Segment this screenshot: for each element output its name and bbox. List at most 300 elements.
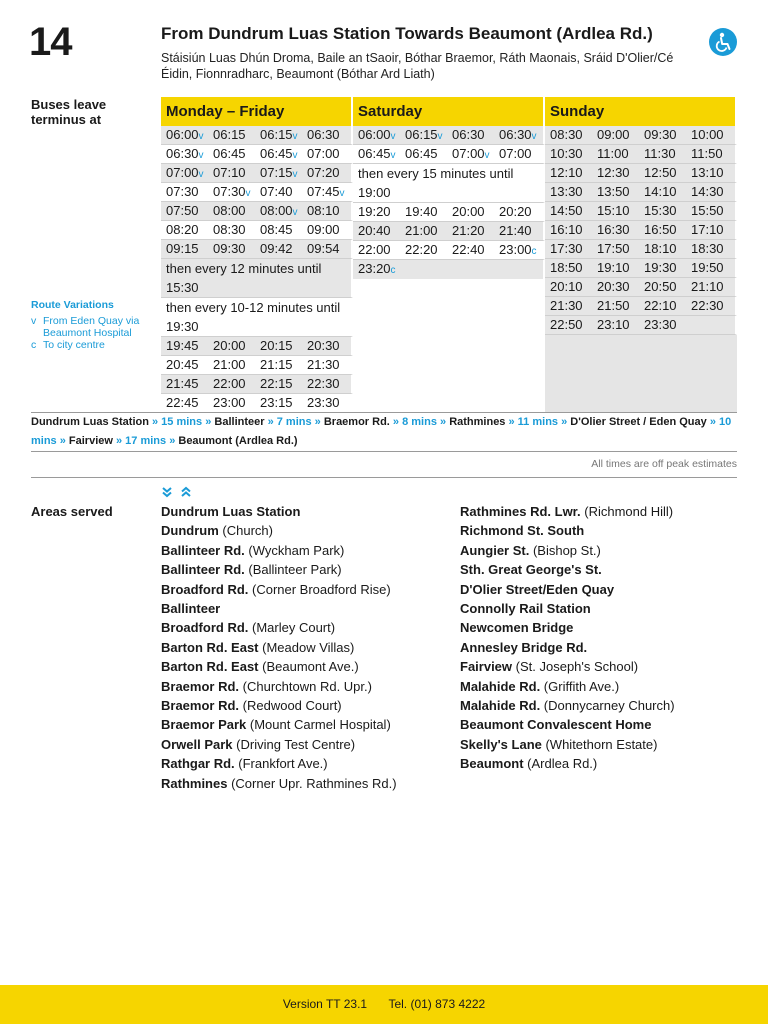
time-value: 22:30 (691, 298, 724, 313)
journey-duration: » 7 mins » (264, 416, 324, 428)
area-item (460, 696, 750, 715)
departure-time (208, 202, 255, 220)
departure-time (255, 375, 302, 393)
departure-time (639, 240, 686, 258)
time-value: 20:40 (358, 223, 391, 238)
departure-time (494, 145, 541, 163)
time-value: 06:00 (358, 127, 391, 142)
time-value: 22:10 (644, 298, 677, 313)
journey-duration: » 11 mins » (505, 416, 571, 428)
departure-time (400, 145, 447, 163)
departure-time (255, 221, 302, 239)
table-row (161, 126, 353, 145)
time-value: 20:00 (452, 204, 485, 219)
route-variation-marker: v (390, 131, 396, 142)
area-item (460, 657, 750, 676)
table-row (161, 145, 353, 164)
departure-time (161, 356, 208, 374)
time-value: 23:00 (499, 242, 532, 257)
journey-stop: Dundrum Luas Station (31, 416, 149, 428)
time-value: 13:30 (550, 184, 583, 199)
area-name: Fairview (460, 659, 513, 675)
departure-time (161, 240, 208, 258)
area-detail: (Churchtown Rd. Upr.) (239, 678, 372, 694)
area-detail: (Beaumont Ave.) (258, 659, 359, 675)
time-value: 23:30 (307, 395, 340, 410)
route-variation-marker: v (437, 131, 443, 142)
table-row (161, 164, 353, 183)
departure-time (545, 183, 592, 201)
time-value: 10:30 (550, 146, 583, 161)
table-row (161, 240, 353, 259)
departure-time (255, 164, 302, 182)
departure-time (353, 203, 400, 221)
area-detail: (Mount Carmel Hospital) (246, 717, 391, 733)
route-variation-marker: v (198, 131, 204, 142)
departure-time (302, 375, 349, 393)
area-item (460, 754, 750, 773)
time-value: 22:00 (213, 376, 246, 391)
area-name: Ballinteer Rd. (161, 542, 245, 558)
route-variation-marker: v (484, 150, 490, 161)
timetable-monday-friday (161, 97, 353, 413)
table-row (161, 356, 353, 375)
area-item (460, 599, 750, 618)
route-variation-marker: v (292, 169, 298, 180)
table-row (545, 316, 737, 335)
timetable-saturday (353, 97, 545, 279)
time-value: 21:00 (213, 357, 246, 372)
time-value: 22:15 (260, 376, 293, 391)
time-value: 09:54 (307, 241, 340, 256)
time-value: 21:50 (597, 298, 630, 313)
departure-time (161, 337, 208, 355)
departure-time (686, 164, 733, 182)
area-item (161, 638, 451, 657)
time-value: 21:00 (405, 223, 438, 238)
departure-time (161, 202, 208, 220)
route-variation-text: From Eden Quay via Beaumont Hospital (43, 315, 140, 339)
time-value: 18:10 (644, 241, 677, 256)
time-value: 12:30 (597, 165, 630, 180)
time-value: 21:20 (452, 223, 485, 238)
table-row (545, 221, 737, 240)
areas-served-list-right (460, 502, 750, 774)
areas-served-list-left (161, 502, 451, 793)
departure-time (353, 222, 400, 240)
route-variation-marker: v (339, 188, 345, 199)
journey-duration: » 8 mins » (389, 416, 450, 428)
route-variation-marker: c (390, 265, 396, 276)
time-value: 07:50 (166, 203, 199, 218)
area-name: Dundrum (161, 523, 219, 539)
time-value: 18:30 (691, 241, 724, 256)
time-value: 12:10 (550, 165, 583, 180)
time-value: 20:20 (499, 204, 532, 219)
time-value: 17:50 (597, 241, 630, 256)
time-value: 12:50 (644, 165, 677, 180)
departure-time (639, 145, 686, 163)
time-value: 20:00 (213, 338, 246, 353)
time-value: 08:30 (213, 222, 246, 237)
time-value: 07:30 (166, 184, 199, 199)
time-value: 21:45 (166, 376, 199, 391)
journey-stop: Beaumont (Ardlea Rd.) (178, 435, 298, 447)
time-value: 09:00 (307, 222, 340, 237)
time-value: 16:10 (550, 222, 583, 237)
departure-time (639, 183, 686, 201)
table-row (161, 221, 353, 240)
time-value: 20:30 (597, 279, 630, 294)
departure-time (592, 221, 639, 239)
departure-time (686, 240, 733, 258)
departure-time (686, 278, 733, 296)
divider (31, 451, 737, 452)
departure-time (255, 337, 302, 355)
column-header-sunday: Sunday (545, 97, 737, 126)
estimate-note: All times are off peak estimates (591, 458, 737, 470)
departure-time (686, 145, 733, 163)
route-variation-item (31, 339, 159, 351)
time-value: 08:00 (260, 203, 293, 218)
table-row (161, 183, 353, 202)
time-value: 21:30 (307, 357, 340, 372)
departure-time (208, 337, 255, 355)
time-value: 20:45 (166, 357, 199, 372)
time-value: 15:50 (691, 203, 724, 218)
departure-time (447, 145, 494, 163)
area-item (161, 657, 451, 676)
route-variation-key: v (31, 315, 37, 327)
time-value: 16:50 (644, 222, 677, 237)
area-item (460, 502, 750, 521)
departure-time (545, 126, 592, 144)
departure-time (302, 240, 349, 258)
area-detail: (Bishop St.) (529, 542, 601, 558)
areas-served-label: Areas served (31, 504, 113, 519)
area-name: Sth. Great George's St. (460, 562, 602, 578)
timetable-sunday (545, 97, 737, 412)
time-value: 22:00 (358, 242, 391, 257)
table-row (545, 183, 737, 202)
departure-time (208, 240, 255, 258)
departure-time (353, 260, 400, 279)
departure-time (592, 126, 639, 144)
route-variation-marker: v (292, 131, 298, 142)
area-detail: (Ardlea Rd.) (523, 756, 598, 772)
departure-time (208, 394, 255, 412)
departure-time (686, 183, 733, 201)
area-name: Broadford Rd. (161, 581, 249, 597)
time-value: 06:30 (452, 127, 485, 142)
time-value: 06:30 (307, 127, 340, 142)
departure-time (639, 259, 686, 277)
departure-time (353, 126, 400, 144)
departure-time (161, 375, 208, 393)
frequency-note: then every 12 minutes until 15:30 (161, 259, 353, 298)
departure-time (161, 221, 208, 239)
area-item (460, 560, 750, 579)
time-value: 06:45 (260, 146, 293, 161)
version-label: Version TT 23.1 (282, 997, 368, 1011)
terminus-label: Buses leave terminus at (31, 97, 107, 127)
area-name: Braemor Rd. (161, 678, 240, 694)
time-value: 08:45 (260, 222, 293, 237)
departure-time (447, 241, 494, 259)
footer-bar (0, 985, 768, 1024)
journey-duration: » 17 mins » (112, 435, 179, 447)
time-value: 23:00 (213, 395, 246, 410)
area-name: D'Olier Street/Eden Quay (460, 581, 615, 597)
route-variation-marker: c (531, 246, 537, 257)
departure-time (545, 259, 592, 277)
table-row (545, 126, 737, 145)
departure-time (686, 221, 733, 239)
departure-time (208, 126, 255, 144)
time-value: 06:15 (213, 127, 246, 142)
area-detail: (Griffith Ave.) (540, 678, 620, 694)
departure-time (400, 241, 447, 259)
departure-time (545, 221, 592, 239)
time-value: 19:50 (691, 260, 724, 275)
area-name: Braemor Rd. (161, 698, 240, 714)
departure-time (255, 145, 302, 163)
route-variation-marker: v (531, 131, 537, 142)
departure-time (494, 203, 541, 221)
area-name: Skelly's Lane (460, 736, 542, 752)
area-name: Rathmines Rd. Lwr. (460, 504, 581, 519)
area-name: Malahide Rd. (460, 678, 541, 694)
departure-time (545, 164, 592, 182)
departure-time (545, 202, 592, 220)
departure-time (545, 145, 592, 163)
time-value: 11:50 (691, 146, 723, 161)
departure-time (255, 240, 302, 258)
departure-time (208, 221, 255, 239)
page-subtitle-irish: Stáisiún Luas Dhún Droma, Baile an tSaoir, Bóthar Braemor, Ráth Maonais, Sráid D'Olier/Cé Éidin, Fionnradharc, Beaumont (Bóthar Ard Liath) (161, 51, 674, 81)
departure-time (161, 183, 208, 201)
time-value: 23:10 (597, 317, 630, 332)
departure-time (494, 126, 541, 144)
departure-time (494, 222, 541, 240)
departure-time (302, 145, 349, 163)
area-item (161, 618, 451, 637)
time-value: 19:10 (597, 260, 630, 275)
time-value: 10:00 (691, 127, 724, 142)
route-variation-marker: v (292, 150, 298, 161)
area-name: Braemor Park (161, 717, 247, 733)
table-row (161, 337, 353, 356)
area-name: Ballinteer (161, 601, 221, 617)
route-variation-marker: v (198, 169, 204, 180)
area-item (161, 696, 451, 715)
departure-time (639, 202, 686, 220)
departure-time (447, 203, 494, 221)
departure-time (592, 297, 639, 315)
departure-time (302, 221, 349, 239)
time-value: 06:45 (405, 146, 438, 161)
time-value: 22:50 (550, 317, 583, 332)
departure-time (208, 164, 255, 182)
area-detail: (Church) (218, 523, 273, 539)
table-row (545, 202, 737, 221)
departure-time (302, 183, 349, 201)
time-value: 14:10 (644, 184, 677, 199)
departure-time (592, 164, 639, 182)
departure-time (592, 240, 639, 258)
departure-time (400, 222, 447, 240)
time-value: 19:40 (405, 204, 438, 219)
table-row (161, 375, 353, 394)
journey-stop: Braemor Rd. (323, 416, 390, 428)
route-variation-marker: v (245, 188, 251, 199)
time-value: 07:20 (307, 165, 340, 180)
departure-time (639, 316, 686, 334)
time-value: 06:45 (358, 146, 391, 161)
area-item (161, 502, 451, 521)
frequency-note: then every 10-12 minutes until 19:30 (161, 298, 353, 337)
area-name: Ballinteer Rd. (161, 562, 245, 578)
departure-time (208, 375, 255, 393)
area-detail: (Meadow Villas) (258, 639, 355, 655)
time-value: 06:15 (405, 127, 438, 142)
table-row (545, 145, 737, 164)
area-detail: (Corner Broadford Rise) (248, 581, 391, 597)
area-name: Connolly Rail Station (460, 601, 591, 617)
time-value: 20:15 (260, 338, 293, 353)
time-value: 07:00 (499, 146, 532, 161)
departure-time (639, 297, 686, 315)
area-item (460, 638, 750, 657)
area-name: Richmond St. South (460, 523, 585, 539)
departure-time (592, 278, 639, 296)
departure-time (353, 241, 400, 259)
departure-time (545, 240, 592, 258)
area-name: Malahide Rd. (460, 698, 541, 714)
time-value: 07:30 (213, 184, 246, 199)
page-title: From Dundrum Luas Station Towards Beaumont (Ardlea Rd.) (161, 24, 653, 43)
departure-time (400, 203, 447, 221)
table-row (545, 240, 737, 259)
departure-time (161, 126, 208, 144)
area-item (161, 541, 451, 560)
table-row (161, 394, 353, 413)
time-value: 06:00 (166, 127, 199, 142)
area-detail: (Corner Upr. Rathmines Rd.) (227, 775, 397, 791)
table-row (545, 278, 737, 297)
area-name: Rathgar Rd. (161, 756, 235, 772)
time-value: 13:10 (691, 165, 724, 180)
time-value: 07:00 (452, 146, 485, 161)
area-detail: (Donnycarney Church) (540, 698, 675, 714)
departure-time (255, 183, 302, 201)
time-value: 18:50 (550, 260, 583, 275)
departure-time (639, 221, 686, 239)
time-value: 22:30 (307, 376, 340, 391)
time-value: 08:00 (213, 203, 246, 218)
area-detail: (St. Joseph's School) (512, 659, 639, 675)
time-value: 22:45 (166, 395, 199, 410)
departure-time (208, 183, 255, 201)
area-item (161, 560, 451, 579)
table-row (353, 241, 545, 260)
time-value: 17:10 (691, 222, 724, 237)
area-name: Beaumont Convalescent Home (460, 717, 652, 733)
column-header-monday-friday: Monday – Friday (161, 97, 353, 126)
departure-time (447, 222, 494, 240)
area-detail: (Frankfort Ave.) (234, 756, 328, 772)
time-value: 21:40 (499, 223, 532, 238)
departure-time (639, 164, 686, 182)
area-item (460, 618, 750, 637)
time-value: 07:40 (260, 184, 293, 199)
time-value: 08:10 (307, 203, 340, 218)
area-name: Beaumont (460, 756, 524, 772)
area-detail: (Whitethorn Estate) (541, 736, 658, 752)
journey-stop: Rathmines (449, 416, 506, 428)
departure-time (686, 297, 733, 315)
area-item (460, 580, 750, 599)
departure-time (161, 145, 208, 163)
chevron-up-icon (180, 485, 192, 497)
area-name: Newcomen Bridge (460, 620, 574, 636)
table-row (545, 259, 737, 278)
route-variation-text: To city centre (43, 339, 105, 351)
departure-time (545, 316, 592, 334)
area-detail: (Driving Test Centre) (232, 736, 356, 752)
departure-time (302, 356, 349, 374)
departure-time (208, 145, 255, 163)
time-value: 13:50 (597, 184, 630, 199)
time-value: 09:00 (597, 127, 630, 142)
area-detail: (Ballinteer Park) (244, 562, 342, 578)
journey-duration: » 15 mins » (148, 416, 215, 428)
table-row (545, 164, 737, 183)
chevron-down-icon (161, 485, 173, 497)
departure-time (686, 126, 733, 144)
time-value: 06:15 (260, 127, 293, 142)
departure-time (592, 316, 639, 334)
departure-time (639, 278, 686, 296)
departure-time (639, 126, 686, 144)
departure-time (255, 356, 302, 374)
table-row (353, 126, 545, 145)
departure-time (255, 202, 302, 220)
departure-time (400, 126, 447, 144)
area-item (460, 735, 750, 754)
route-number: 14 (29, 20, 72, 64)
area-detail: (Redwood Court) (239, 698, 342, 714)
table-row (353, 222, 545, 241)
time-value: 11:00 (597, 146, 629, 161)
time-value: 16:30 (597, 222, 630, 237)
time-value: 09:42 (260, 241, 293, 256)
departure-time (302, 126, 349, 144)
frequency-note: then every 15 minutes until 19:00 (353, 164, 545, 203)
departure-time (494, 241, 541, 259)
time-value: 14:30 (691, 184, 724, 199)
time-value: 08:20 (166, 222, 199, 237)
time-value: 22:20 (405, 242, 438, 257)
departure-time (592, 183, 639, 201)
time-value: 06:30 (166, 146, 199, 161)
area-name: Barton Rd. East (161, 659, 259, 675)
time-value: 20:10 (550, 279, 583, 294)
time-value: 09:30 (213, 241, 246, 256)
departure-time (208, 356, 255, 374)
time-value: 07:00 (166, 165, 199, 180)
departure-time (353, 145, 400, 163)
